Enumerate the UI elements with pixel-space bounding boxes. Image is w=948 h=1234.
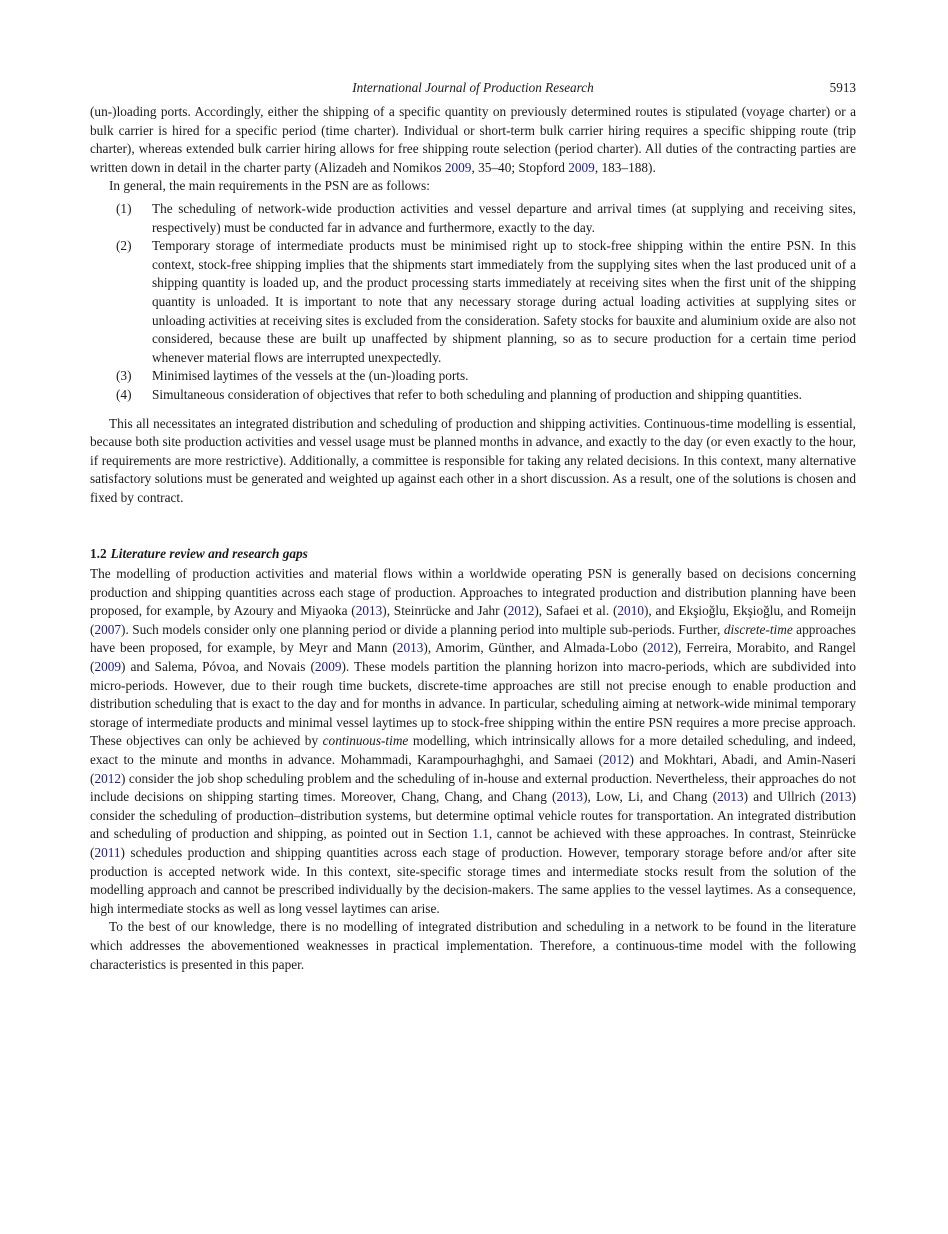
paragraph-requirements-intro: In general, the main requirements in the PSN are as follows: [109,178,430,194]
spacer [90,405,856,415]
emphasis: discrete-time [723,621,793,637]
text-run: , 35–40; Stopford [471,159,569,175]
journal-title: International Journal of Production Research [352,80,594,95]
text-run: ) and Ullrich ( [743,789,825,805]
paragraph-necessitates: This all necessitates an integrated distribution and scheduling of production and shipping activities. Continuous-time modelling is essential, because both site production activities and vessel usage must be planned months in advance, and exactly to the day (or even exactly to the hour, if requirements are more restrictive). Additionally, a committee is responsible for taking any related decisions. In this context, many alternative satisfactory solutions must be generated and weighted up against each other in a short discussion. As a result, one of the solutions is chosen and fixed by contract. [90,415,856,505]
text-run: modelling, which intrinsically allows for a more detailed scheduling, and indeed, exact to the minute and months in advance. Mohammadi, Karampourhaghghi, and Samaei ( [90,733,856,767]
text-run: ), Steinrücke and Jahr ( [382,603,508,619]
text-run: ), Ferreira, Morabito, and Rangel ( [90,640,856,675]
text-run: , cannot be achieved with these approaches. In contrast, Steinrücke ( [90,826,856,860]
citation-link[interactable]: 2009 [314,659,342,675]
list-text: Minimised laytimes of the vessels at the (un-)loading ports. [152,368,469,384]
citation-link[interactable]: 2010 [617,603,644,619]
citation-link[interactable]: 2009 [94,659,122,675]
list-number: (1) [116,200,132,216]
citation-link[interactable]: 2009 [444,159,472,175]
citation-link[interactable]: 2013 [396,640,424,656]
spacer [90,507,856,545]
text-run: ), Amorim, Günther, and Almada-Lobo ( [423,640,648,656]
text-run: ) consider the job shop scheduling problem and the scheduling of in-house and external production. Nevertheless, their approaches do not include decisions on shipping starting times. Moreover, Chang, Chang, and Chang ( [90,770,856,805]
citation-link[interactable]: 2013 [556,789,584,805]
text-run: ) and Salema, Póvoa, and Novais ( [121,659,315,675]
paragraph-literature [90,565,856,918]
paragraph-charter [90,103,856,177]
list-text: The scheduling of network-wide production activities and vessel departure and arrival times (at supplying and receiving sites, respectively) must be conducted far in advance and furthermore, exactly to the day. [152,200,856,235]
citation-link[interactable]: 2012 [602,752,630,767]
citation-link[interactable]: 2013 [717,789,744,805]
page-number: 5913 [829,80,856,95]
text-run: approaches have been proposed, for example, by Meyr and Mann ( [90,621,856,656]
list-item [90,386,856,405]
text-run: ), Safaei et al. ( [534,603,618,619]
citation-link[interactable]: 2011 [94,844,121,860]
text-run: ), and Ekşioğlu, Ekşioğlu, and Romeijn ( [90,603,857,637]
list-item [90,200,856,237]
citation-link[interactable]: 2012 [94,770,122,786]
citation-link[interactable]: 2013 [824,789,852,805]
text-run: , 183–188). [594,159,656,175]
citation-link[interactable]: 2012 [647,640,674,656]
list-item [90,237,856,367]
section-heading [90,545,856,564]
citation-link[interactable]: 2009 [568,159,595,175]
list-item [90,367,856,386]
text-run: ) and Mokhtari, Abadi, and Amin-Naseri ( [90,752,856,786]
body-text [90,103,856,974]
list-number: (3) [116,368,132,384]
list-text: Simultaneous consideration of objectives that refer to both scheduling and planning of production and shipping quantities. [152,386,802,402]
text-run: The modelling of production activities and material flows within a worldwide operating PSN is generally based on decisions concerning production and shipping quantities across each stage of production. Approaches to integrated production and distribution planning have been proposed, for example, by Azoury and Miyaoka ( [90,566,856,619]
text-run: (un-)loading ports. Accordingly, either the shipping of a specific quantity on previously determined routes is stipulated (voyage charter) or a bulk carrier is hired for a specific period (time charter). Individual or short-term bulk carrier hiring requires a specific shipping route (trip charter), whereas extended bulk carrier hiring allows for free shipping route selection (period charter). All duties of the contracting parties are written down in detail in the charter party (Alizadeh and Nomikos [90,104,856,175]
text-run: ) consider the scheduling of production–distribution systems, but determine optimal vehicle routes for transportation. An integrated distribution and scheduling of production and shipping, as pointed out in Section [90,789,856,842]
paragraph-conclusion: To the best of our knowledge, there is no modelling of integrated distribution and scheduling in a network to be found in the literature which addresses the abovementioned weaknesses in practical implementation. Therefore, a continuous-time model with the following characteristics is presented in this paper. [90,919,856,972]
citation-link[interactable]: 2013 [355,603,383,619]
text-run: ) schedules production and shipping quantities across each stage of production. However, temporary storage before and/or after site production is accepted network wide. In this context, site-specific storage times and intermediate stocks result from the solution of the modelling approach and cannot be prescribed individually by the decision-makers. The same applies to the vessel laytimes. As a consequence, high intermediate stocks as well as long vessel laytimes can arise. [90,844,856,916]
running-head [90,80,856,98]
requirements-list [90,200,856,405]
list-text: Temporary storage of intermediate products must be minimised right up to stock-free shipping within the entire PSN. In this context, stock-free shipping implies that the shipments start immediately from the supplying sites when the last produced unit of a shipping quantity is loaded up, and the product processing starts immediately at receiving sites when the first unit of the shipping quantity is unloaded. It is important to note that any necessary storage during actual loading activities at supplying sites or unloading activities at receiving sites is excluded from the consideration. Safety stocks for bauxite and aluminium oxide are also not considered, because these are built up unaffected by shipment planning, so as to secure production for a certain time period whenever material flows are interrupted unexpectedly. [152,238,856,365]
text-run: ), Low, Li, and Chang ( [583,789,718,805]
emphasis: continuous-time [322,733,409,749]
section-link[interactable]: 1.1 [472,826,489,842]
citation-link[interactable]: 2007 [94,621,122,637]
section-number: 1.2 [90,546,107,562]
list-number: (4) [116,386,132,402]
citation-link[interactable]: 2012 [507,603,535,619]
section-title: Literature review and research gaps [110,546,308,562]
text-run: ). These models partition the planning horizon into macro-periods, which are subdivided into micro-periods. However, due to their rough time buckets, discrete-time approaches are still not precise enough to enable production and distribution scheduling that is exact to the day and for months in advance. In particular, scheduling aiming at network-wide minimal temporary storage of intermediate products and minimal vessel laytimes up to stock-free shipping within the entire PSN requires a more precise approach. These objectives can only be achieved by [90,659,856,749]
list-number: (2) [116,238,132,254]
text-run: ). Such models consider only one planning period or divide a planning period into multiple sub-periods. Further, [121,621,724,637]
